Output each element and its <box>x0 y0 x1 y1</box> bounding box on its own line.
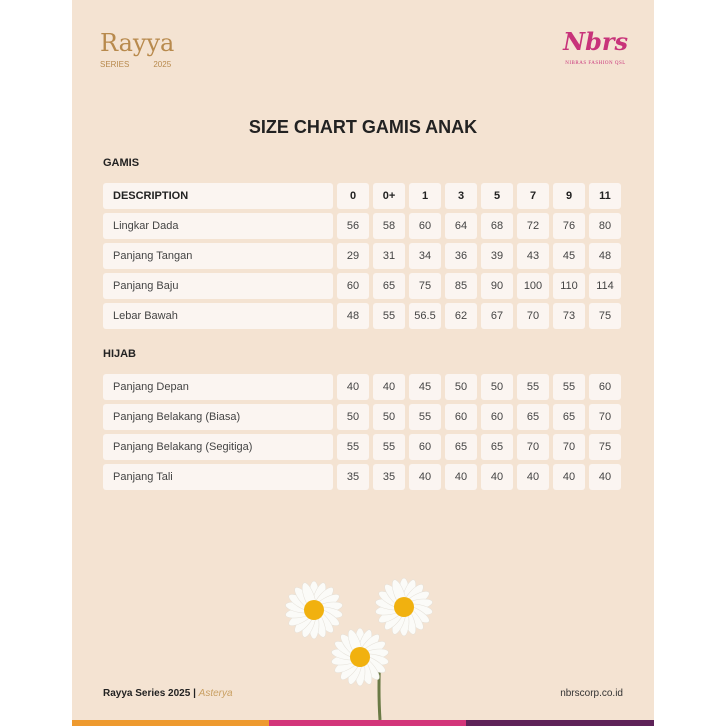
footer-series <box>103 688 233 699</box>
size-value: 60 <box>409 213 441 239</box>
rayya-logo-name: Rayya <box>100 29 175 57</box>
size-value: 55 <box>373 303 405 329</box>
size-value: 65 <box>481 434 513 460</box>
table-row <box>103 464 621 490</box>
size-value: 72 <box>517 213 549 239</box>
row-label: Panjang Baju <box>103 273 333 299</box>
color-bar-purple <box>466 720 654 726</box>
rayya-logo <box>100 28 174 70</box>
row-label: DESCRIPTION <box>103 183 333 209</box>
size-value: 55 <box>373 434 405 460</box>
size-value: 48 <box>337 303 369 329</box>
size-value: 62 <box>445 303 477 329</box>
size-value: 3 <box>445 183 477 209</box>
footer-website: nbrscorp.co.id <box>560 688 623 699</box>
size-value: 55 <box>553 374 585 400</box>
size-value: 50 <box>373 404 405 430</box>
size-value: 85 <box>445 273 477 299</box>
size-value: 75 <box>589 303 621 329</box>
size-value: 67 <box>481 303 513 329</box>
size-value: 65 <box>517 404 549 430</box>
size-value: 40 <box>409 464 441 490</box>
row-label: Lebar Bawah <box>103 303 333 329</box>
size-value: 5 <box>481 183 513 209</box>
size-value: 65 <box>373 273 405 299</box>
size-value: 48 <box>589 243 621 269</box>
size-value: 35 <box>373 464 405 490</box>
size-value: 35 <box>337 464 369 490</box>
nibras-logo-sub: NIBRAS FASHION QSL <box>565 61 626 66</box>
size-value: 39 <box>481 243 513 269</box>
size-value: 50 <box>337 404 369 430</box>
row-label: Panjang Tangan <box>103 243 333 269</box>
page-title: SIZE CHART GAMIS ANAK <box>248 117 478 137</box>
size-value: 73 <box>553 303 585 329</box>
size-value: 65 <box>445 434 477 460</box>
size-value: 60 <box>337 273 369 299</box>
size-value: 110 <box>553 273 585 299</box>
color-bar-orange <box>72 720 269 726</box>
table-row <box>103 303 621 329</box>
size-value: 34 <box>409 243 441 269</box>
size-value: 70 <box>517 434 549 460</box>
size-value: 68 <box>481 213 513 239</box>
size-value: 43 <box>517 243 549 269</box>
size-value: 65 <box>553 404 585 430</box>
row-label: Lingkar Dada <box>103 213 333 239</box>
footer-series-name: Rayya Series 2025 <box>103 688 191 699</box>
table-row <box>103 434 621 460</box>
nibras-logo-name: Nbrs <box>563 27 628 56</box>
size-value: 70 <box>517 303 549 329</box>
size-value: 55 <box>337 434 369 460</box>
size-value: 75 <box>409 273 441 299</box>
size-value: 100 <box>517 273 549 299</box>
size-value: 40 <box>517 464 549 490</box>
size-value: 0+ <box>373 183 405 209</box>
size-value: 55 <box>517 374 549 400</box>
size-value: 75 <box>589 434 621 460</box>
size-value: 7 <box>517 183 549 209</box>
size-value: 60 <box>409 434 441 460</box>
footer-separator: | <box>193 688 196 699</box>
table-row <box>103 213 621 239</box>
size-value: 56 <box>337 213 369 239</box>
size-value: 55 <box>409 404 441 430</box>
table-row <box>103 273 621 299</box>
table-row <box>103 374 621 400</box>
table-row <box>103 243 621 269</box>
size-value: 80 <box>589 213 621 239</box>
size-value: 70 <box>589 404 621 430</box>
table-header <box>103 183 621 209</box>
size-value: 29 <box>337 243 369 269</box>
color-bar-pink <box>269 720 466 726</box>
size-value: 40 <box>373 374 405 400</box>
size-value: 31 <box>373 243 405 269</box>
size-value: 90 <box>481 273 513 299</box>
size-value: 45 <box>409 374 441 400</box>
size-value: 50 <box>481 374 513 400</box>
size-value: 70 <box>553 434 585 460</box>
row-label: Panjang Belakang (Biasa) <box>103 404 333 430</box>
size-value: 50 <box>445 374 477 400</box>
size-value: 40 <box>445 464 477 490</box>
nibras-logo <box>563 26 628 68</box>
rayya-logo-year: 2025 <box>153 60 172 69</box>
section-gamis: GAMIS <box>103 157 140 169</box>
size-value: 0 <box>337 183 369 209</box>
row-label: Panjang Depan <box>103 374 333 400</box>
size-chart-page <box>72 0 654 726</box>
size-value: 58 <box>373 213 405 239</box>
size-value: 76 <box>553 213 585 239</box>
size-value: 1 <box>409 183 441 209</box>
size-value: 60 <box>445 404 477 430</box>
row-label: Panjang Belakang (Segitiga) <box>103 434 333 460</box>
size-value: 45 <box>553 243 585 269</box>
size-value: 36 <box>445 243 477 269</box>
table-row <box>103 404 621 430</box>
rayya-logo-sub <box>100 60 174 70</box>
footer-collection: Asterya <box>198 688 233 699</box>
size-value: 56.5 <box>409 303 441 329</box>
daisy-flowers-image <box>262 560 462 720</box>
size-value: 11 <box>589 183 621 209</box>
size-value: 114 <box>589 273 621 299</box>
size-value: 64 <box>445 213 477 239</box>
section-hijab: HIJAB <box>103 348 137 360</box>
size-value: 60 <box>481 404 513 430</box>
row-label: Panjang Tali <box>103 464 333 490</box>
size-value: 9 <box>553 183 585 209</box>
size-value: 40 <box>589 464 621 490</box>
size-value: 40 <box>337 374 369 400</box>
rayya-logo-series: SERIES <box>100 60 130 69</box>
size-value: 40 <box>481 464 513 490</box>
size-value: 60 <box>589 374 621 400</box>
size-value: 40 <box>553 464 585 490</box>
